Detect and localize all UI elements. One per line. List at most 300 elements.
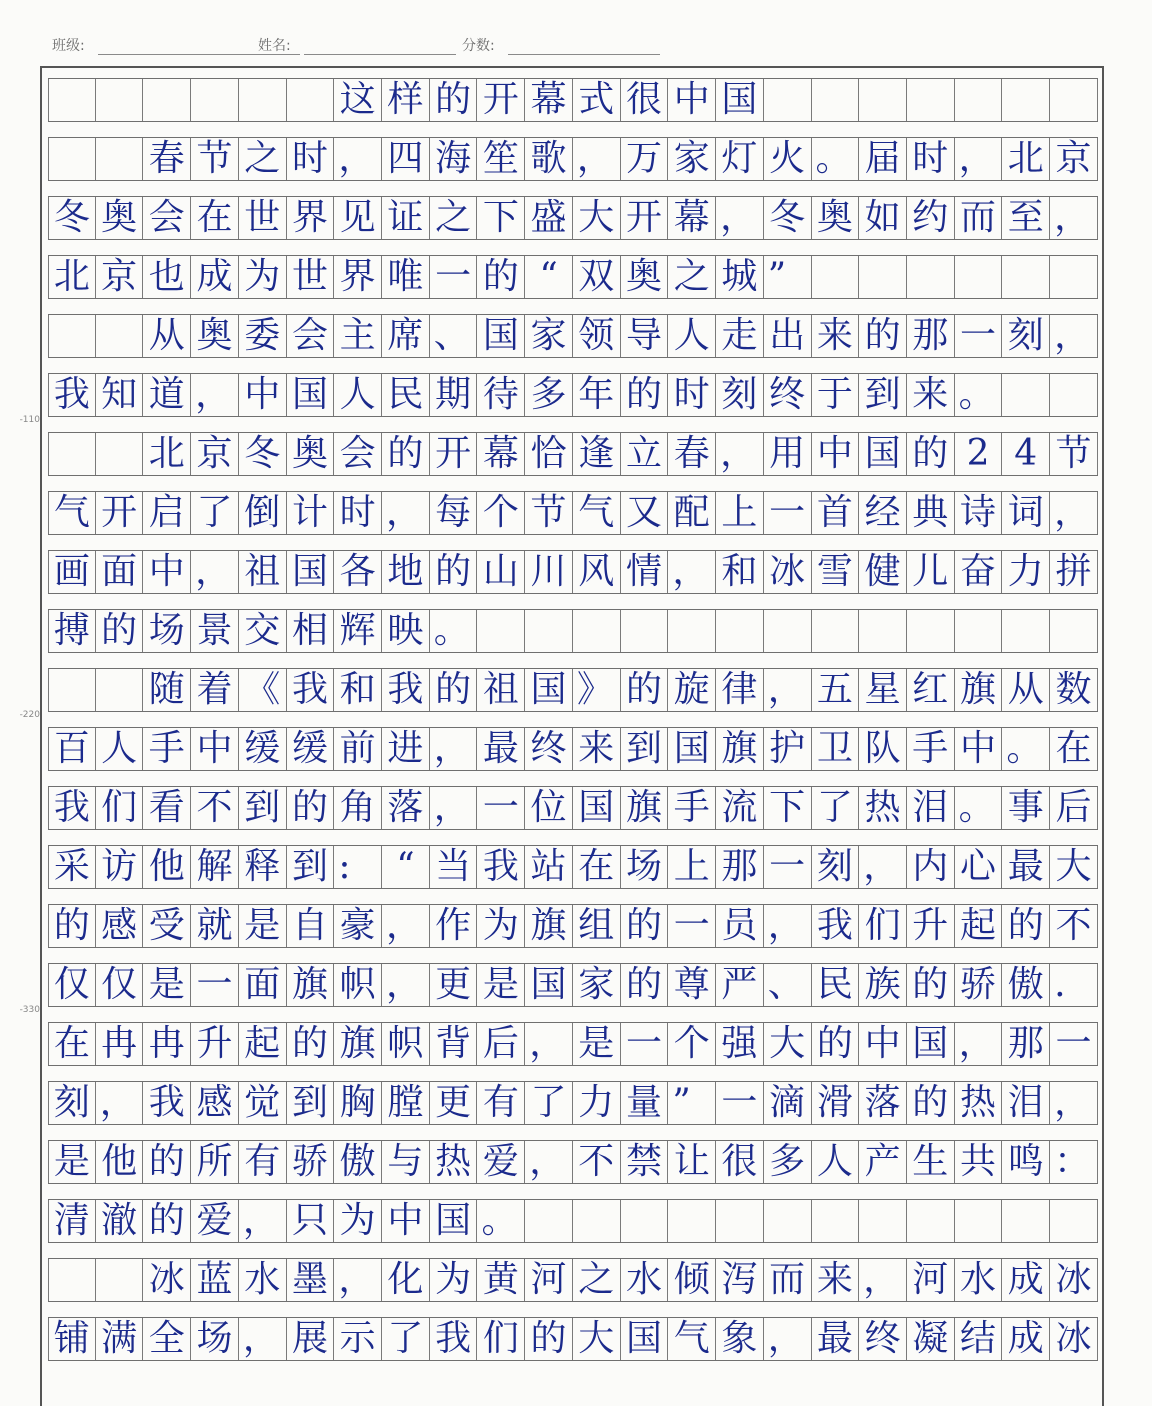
handwritten-char: 奥 xyxy=(96,197,144,239)
handwritten-char: ， xyxy=(96,1082,144,1124)
handwritten-char: 最 xyxy=(477,728,525,770)
handwritten-char: ， xyxy=(239,1318,287,1360)
handwritten-char: 示 xyxy=(334,1318,382,1360)
empty-cell xyxy=(48,1259,96,1301)
empty-cell xyxy=(96,669,144,711)
empty-cell xyxy=(1050,256,1098,298)
grid-row xyxy=(48,786,1098,830)
handwritten-char: 面 xyxy=(96,551,144,593)
handwritten-char: 胸 xyxy=(334,1082,382,1124)
handwritten-char: 界 xyxy=(334,256,382,298)
handwritten-char: 成 xyxy=(1002,1259,1050,1301)
handwritten-char: 启 xyxy=(143,492,191,534)
handwritten-char: 红 xyxy=(907,669,955,711)
handwritten-char: ， xyxy=(955,1023,1003,1065)
handwritten-char: 我 xyxy=(812,905,860,947)
handwritten-char: 全 xyxy=(143,1318,191,1360)
handwritten-char: 期 xyxy=(430,374,478,416)
handwritten-char: 不 xyxy=(1050,905,1098,947)
empty-cell xyxy=(1002,374,1050,416)
handwritten-char: 访 xyxy=(96,846,144,888)
handwritten-char: 热 xyxy=(955,1082,1003,1124)
handwritten-char: 流 xyxy=(716,787,764,829)
handwritten-char: ， xyxy=(239,1200,287,1242)
empty-cell xyxy=(1050,610,1098,652)
handwritten-char: ， xyxy=(334,138,382,180)
handwritten-char: 热 xyxy=(430,1141,478,1183)
handwritten-char: 冬 xyxy=(48,197,96,239)
handwritten-char: 到 xyxy=(287,1082,335,1124)
handwritten-char: 开 xyxy=(96,492,144,534)
handwritten-char: 一 xyxy=(1050,1023,1098,1065)
title-char: 开 xyxy=(477,79,525,121)
empty-cell xyxy=(191,79,239,121)
handwritten-char: ， xyxy=(955,138,1003,180)
handwritten-char: 场 xyxy=(191,1318,239,1360)
handwritten-char: 旗 xyxy=(955,669,1003,711)
handwritten-char: 所 xyxy=(191,1141,239,1183)
handwritten-char: 那 xyxy=(907,315,955,357)
handwritten-char: 和 xyxy=(716,551,764,593)
handwritten-char: 约 xyxy=(907,197,955,239)
handwritten-char: 国 xyxy=(907,1023,955,1065)
handwritten-char: 世 xyxy=(287,256,335,298)
handwritten-char: 的 xyxy=(907,1082,955,1124)
handwritten-char: 大 xyxy=(573,197,621,239)
handwritten-char: 席 xyxy=(382,315,430,357)
handwritten-char: 的 xyxy=(621,964,669,1006)
handwritten-char: 气 xyxy=(48,492,96,534)
handwritten-char: ， xyxy=(1050,492,1098,534)
handwritten-char: 的 xyxy=(907,964,955,1006)
handwritten-char: 进 xyxy=(382,728,430,770)
handwritten-char: 会 xyxy=(143,197,191,239)
handwritten-char: 觉 xyxy=(239,1082,287,1124)
handwritten-char: 歌 xyxy=(525,138,573,180)
handwritten-char: 主 xyxy=(334,315,382,357)
handwritten-char: 届 xyxy=(859,138,907,180)
handwritten-char: 膛 xyxy=(382,1082,430,1124)
empty-cell xyxy=(764,1200,812,1242)
handwritten-char: 中 xyxy=(239,374,287,416)
handwritten-char: 热 xyxy=(859,787,907,829)
handwritten-char: 之 xyxy=(430,197,478,239)
handwritten-char: 来 xyxy=(812,315,860,357)
handwritten-char: 映 xyxy=(382,610,430,652)
empty-cell xyxy=(907,610,955,652)
handwritten-char: 解 xyxy=(191,846,239,888)
handwritten-char: 为 xyxy=(430,1259,478,1301)
handwritten-char: 拼 xyxy=(1050,551,1098,593)
handwritten-char: 气 xyxy=(668,1318,716,1360)
empty-cell xyxy=(621,1200,669,1242)
empty-cell xyxy=(812,256,860,298)
empty-cell xyxy=(907,256,955,298)
handwritten-char: 很 xyxy=(716,1141,764,1183)
handwritten-char: 大 xyxy=(1050,846,1098,888)
handwritten-char: 了 xyxy=(382,1318,430,1360)
handwritten-char: 冰 xyxy=(1050,1259,1098,1301)
handwritten-char: 。 xyxy=(430,610,478,652)
handwritten-char: 国 xyxy=(287,551,335,593)
handwritten-char: 领 xyxy=(573,315,621,357)
handwritten-char: 情 xyxy=(621,551,669,593)
handwritten-char: 清 xyxy=(48,1200,96,1242)
handwritten-char: 是 xyxy=(477,964,525,1006)
handwritten-char: 的 xyxy=(907,433,955,475)
handwritten-char: 国 xyxy=(477,315,525,357)
handwritten-char: 从 xyxy=(143,315,191,357)
handwritten-char: 受 xyxy=(143,905,191,947)
handwritten-char: 国 xyxy=(573,787,621,829)
handwritten-char: 自 xyxy=(287,905,335,947)
handwritten-char: 至 xyxy=(1002,197,1050,239)
handwritten-char: 后 xyxy=(477,1023,525,1065)
handwritten-char: 站 xyxy=(525,846,573,888)
handwritten-char: 只 xyxy=(287,1200,335,1242)
empty-cell xyxy=(716,610,764,652)
handwritten-char: 的 xyxy=(621,905,669,947)
grid-row xyxy=(48,137,1098,181)
handwritten-char: 是 xyxy=(573,1023,621,1065)
handwritten-char: 奥 xyxy=(191,315,239,357)
handwritten-char: 在 xyxy=(573,846,621,888)
handwritten-char: 倒 xyxy=(239,492,287,534)
handwritten-char: 委 xyxy=(239,315,287,357)
handwritten-char: 手 xyxy=(907,728,955,770)
handwritten-char: 。 xyxy=(477,1200,525,1242)
title-char: 很 xyxy=(621,79,669,121)
handwritten-char: 刻 xyxy=(1002,315,1050,357)
handwritten-char: 待 xyxy=(477,374,525,416)
handwritten-char: 的 xyxy=(287,1023,335,1065)
handwritten-char: 力 xyxy=(1002,551,1050,593)
handwritten-char: ， xyxy=(859,1259,907,1301)
handwritten-char: 泻 xyxy=(716,1259,764,1301)
handwritten-char: 落 xyxy=(859,1082,907,1124)
handwritten-char: 人 xyxy=(812,1141,860,1183)
handwritten-char: 。 xyxy=(812,138,860,180)
handwritten-char: 凝 xyxy=(907,1318,955,1360)
handwritten-char: 成 xyxy=(1002,1318,1050,1360)
handwritten-char: 中 xyxy=(859,1023,907,1065)
score-label: 分数: xyxy=(462,38,495,54)
empty-cell xyxy=(668,610,716,652)
handwritten-char: 唯 xyxy=(382,256,430,298)
handwritten-char: 面 xyxy=(239,964,287,1006)
handwritten-char: 4 xyxy=(1002,433,1050,475)
grid-row xyxy=(48,1081,1098,1125)
handwritten-char: 春 xyxy=(668,433,716,475)
handwritten-char: 释 xyxy=(239,846,287,888)
handwritten-char: 作 xyxy=(430,905,478,947)
handwritten-char: 墨 xyxy=(287,1259,335,1301)
handwritten-char: 旗 xyxy=(525,905,573,947)
handwritten-char: 风 xyxy=(573,551,621,593)
handwritten-char: 内 xyxy=(907,846,955,888)
handwritten-char: 帜 xyxy=(334,964,382,1006)
handwritten-char: 一 xyxy=(477,787,525,829)
handwritten-char: . xyxy=(1050,964,1098,1006)
handwritten-char: ， xyxy=(1050,1082,1098,1124)
handwritten-char: 人 xyxy=(96,728,144,770)
empty-cell xyxy=(859,610,907,652)
handwritten-char: ， xyxy=(430,728,478,770)
handwritten-char: 的 xyxy=(96,610,144,652)
title-char: 样 xyxy=(382,79,430,121)
grid-row xyxy=(48,1022,1098,1066)
handwritten-char: 是 xyxy=(239,905,287,947)
handwritten-char: 刻 xyxy=(716,374,764,416)
handwritten-char: 那 xyxy=(1002,1023,1050,1065)
handwritten-char: 一 xyxy=(764,492,812,534)
handwritten-char: 立 xyxy=(621,433,669,475)
empty-cell xyxy=(812,79,860,121)
handwritten-char: 那 xyxy=(716,846,764,888)
grid-row xyxy=(48,609,1098,653)
handwritten-char: 场 xyxy=(621,846,669,888)
handwritten-char: 仅 xyxy=(96,964,144,1006)
handwritten-char: 冉 xyxy=(143,1023,191,1065)
handwritten-char: 当 xyxy=(430,846,478,888)
handwritten-char: 典 xyxy=(907,492,955,534)
handwritten-char: 河 xyxy=(907,1259,955,1301)
handwritten-char: 到 xyxy=(239,787,287,829)
handwritten-char: 的 xyxy=(621,374,669,416)
handwritten-char: 缓 xyxy=(287,728,335,770)
handwritten-char: 旋 xyxy=(668,669,716,711)
handwritten-char: 们 xyxy=(96,787,144,829)
handwritten-char: 满 xyxy=(96,1318,144,1360)
handwritten-char: 了 xyxy=(525,1082,573,1124)
grid-row xyxy=(48,904,1098,948)
empty-cell xyxy=(859,1200,907,1242)
handwritten-char: 滑 xyxy=(812,1082,860,1124)
handwritten-char: 展 xyxy=(287,1318,335,1360)
handwritten-char: 严 xyxy=(716,964,764,1006)
handwritten-char: 证 xyxy=(382,197,430,239)
handwritten-char: 来 xyxy=(812,1259,860,1301)
handwritten-char: 盛 xyxy=(525,197,573,239)
handwritten-char: 了 xyxy=(812,787,860,829)
handwritten-char: 又 xyxy=(621,492,669,534)
class-label: 班级: xyxy=(52,38,85,54)
handwritten-char: 于 xyxy=(812,374,860,416)
handwritten-char: 前 xyxy=(334,728,382,770)
title-row xyxy=(48,78,1098,122)
handwritten-char: 倾 xyxy=(668,1259,716,1301)
handwritten-char: 知 xyxy=(96,374,144,416)
handwritten-char: 画 xyxy=(48,551,96,593)
handwritten-char: 、 xyxy=(764,964,812,1006)
handwritten-char: 黄 xyxy=(477,1259,525,1301)
handwritten-char: ， xyxy=(573,138,621,180)
handwritten-char: 山 xyxy=(477,551,525,593)
handwritten-char: 缓 xyxy=(239,728,287,770)
handwritten-char: 化 xyxy=(382,1259,430,1301)
handwritten-char: 冰 xyxy=(143,1259,191,1301)
handwritten-char: 导 xyxy=(621,315,669,357)
handwritten-char: 的 xyxy=(430,669,478,711)
grid-row xyxy=(48,1258,1098,1302)
handwritten-char: 一 xyxy=(668,905,716,947)
handwritten-char: ” xyxy=(668,1082,716,1124)
handwritten-char: 落 xyxy=(382,787,430,829)
handwritten-char: 祖 xyxy=(239,551,287,593)
handwritten-char: 的 xyxy=(143,1141,191,1183)
handwritten-char: 下 xyxy=(764,787,812,829)
handwritten-char: 终 xyxy=(764,374,812,416)
grid-row xyxy=(48,550,1098,594)
handwritten-char: 我 xyxy=(48,787,96,829)
handwritten-char: 终 xyxy=(859,1318,907,1360)
empty-cell xyxy=(859,256,907,298)
handwritten-char: 会 xyxy=(334,433,382,475)
handwritten-char: 帜 xyxy=(382,1023,430,1065)
handwritten-char: 。 xyxy=(1002,728,1050,770)
handwritten-char: 看 xyxy=(143,787,191,829)
handwritten-char: 队 xyxy=(859,728,907,770)
handwritten-char: 家 xyxy=(525,315,573,357)
handwritten-char: 角 xyxy=(334,787,382,829)
handwritten-char: 刻 xyxy=(812,846,860,888)
handwritten-char: 灯 xyxy=(716,138,764,180)
grid-row xyxy=(48,1199,1098,1243)
handwritten-char: 来 xyxy=(573,728,621,770)
empty-cell xyxy=(764,610,812,652)
empty-cell xyxy=(955,256,1003,298)
grid-row xyxy=(48,668,1098,712)
handwritten-char: 组 xyxy=(573,905,621,947)
handwritten-char: 地 xyxy=(382,551,430,593)
handwritten-char: 我 xyxy=(430,1318,478,1360)
empty-cell xyxy=(907,1200,955,1242)
handwritten-char: 交 xyxy=(239,610,287,652)
handwritten-char: 感 xyxy=(191,1082,239,1124)
handwritten-char: 星 xyxy=(859,669,907,711)
handwritten-char: 旗 xyxy=(287,964,335,1006)
handwritten-char: 骄 xyxy=(287,1141,335,1183)
handwritten-char: 在 xyxy=(48,1023,96,1065)
grid-row xyxy=(48,196,1098,240)
handwritten-char: 北 xyxy=(143,433,191,475)
handwritten-char: 的 xyxy=(143,1200,191,1242)
grid-row xyxy=(48,255,1098,299)
handwritten-char: 时 xyxy=(334,492,382,534)
name-label: 姓名: xyxy=(258,38,291,54)
title-char: 国 xyxy=(716,79,764,121)
handwritten-char: ， xyxy=(668,551,716,593)
handwritten-char: 的 xyxy=(430,551,478,593)
handwritten-char: 五 xyxy=(812,669,860,711)
empty-cell xyxy=(48,79,96,121)
handwritten-char: 一 xyxy=(191,964,239,1006)
title-char: 中 xyxy=(668,79,716,121)
handwritten-char: 景 xyxy=(191,610,239,652)
handwritten-char: 时 xyxy=(668,374,716,416)
handwritten-char: 年 xyxy=(573,374,621,416)
handwritten-char: 儿 xyxy=(907,551,955,593)
handwritten-char: 为 xyxy=(477,905,525,947)
handwritten-char: 爱 xyxy=(477,1141,525,1183)
handwritten-char: 走 xyxy=(716,315,764,357)
handwritten-char: 员 xyxy=(716,905,764,947)
handwritten-char: 冬 xyxy=(239,433,287,475)
handwritten-char: 每 xyxy=(430,492,478,534)
handwritten-char: ， xyxy=(191,374,239,416)
handwritten-char: 。 xyxy=(955,787,1003,829)
handwritten-char: 国 xyxy=(525,964,573,1006)
handwritten-char: ， xyxy=(764,1318,812,1360)
handwritten-char: 2 xyxy=(955,433,1003,475)
handwritten-char: “ xyxy=(382,846,430,888)
handwritten-char: 手 xyxy=(668,787,716,829)
handwritten-char: ， xyxy=(764,669,812,711)
handwritten-char: 的 xyxy=(859,315,907,357)
handwritten-char: 冰 xyxy=(764,551,812,593)
handwritten-char: ， xyxy=(382,905,430,947)
handwritten-char: 爱 xyxy=(191,1200,239,1242)
handwritten-char: 的 xyxy=(812,1023,860,1065)
handwritten-char: 道 xyxy=(143,374,191,416)
handwritten-char: 更 xyxy=(430,964,478,1006)
handwritten-char: 一 xyxy=(764,846,812,888)
handwritten-char: 京 xyxy=(191,433,239,475)
handwritten-char: 雪 xyxy=(812,551,860,593)
handwritten-char: 之 xyxy=(239,138,287,180)
handwritten-char: 仅 xyxy=(48,964,96,1006)
word-count-marker: -220 xyxy=(19,710,40,720)
handwritten-char: 感 xyxy=(96,905,144,947)
handwritten-char: 我 xyxy=(287,669,335,711)
handwritten-char: 的 xyxy=(525,1318,573,1360)
handwritten-char: 时 xyxy=(907,138,955,180)
handwritten-char: ， xyxy=(1050,197,1098,239)
empty-cell xyxy=(573,1200,621,1242)
handwritten-char: 见 xyxy=(334,197,382,239)
empty-cell xyxy=(621,610,669,652)
handwritten-char: 世 xyxy=(239,197,287,239)
handwritten-char: 旗 xyxy=(716,728,764,770)
handwritten-char: 一 xyxy=(716,1082,764,1124)
handwritten-char: 春 xyxy=(143,138,191,180)
grid-row xyxy=(48,727,1098,771)
handwritten-char: 就 xyxy=(191,905,239,947)
handwritten-char: 上 xyxy=(668,846,716,888)
grid-row xyxy=(48,963,1098,1007)
handwritten-char: 生 xyxy=(907,1141,955,1183)
handwritten-char: 大 xyxy=(573,1318,621,1360)
handwritten-char: 傲 xyxy=(334,1141,382,1183)
handwritten-char: : xyxy=(334,846,382,888)
handwritten-char: 场 xyxy=(143,610,191,652)
title-char: 这 xyxy=(334,79,382,121)
handwritten-char: 、 xyxy=(430,315,478,357)
handwritten-char: 到 xyxy=(859,374,907,416)
score-blank-line xyxy=(508,54,660,55)
handwritten-char: 旗 xyxy=(621,787,669,829)
handwritten-char: 上 xyxy=(716,492,764,534)
empty-cell xyxy=(1002,79,1050,121)
handwritten-char: 他 xyxy=(143,846,191,888)
empty-cell xyxy=(96,79,144,121)
handwritten-char: 律 xyxy=(716,669,764,711)
handwritten-char: 最 xyxy=(812,1318,860,1360)
handwritten-char: ， xyxy=(764,905,812,947)
handwritten-char: 旗 xyxy=(334,1023,382,1065)
handwritten-char: 奥 xyxy=(812,197,860,239)
handwritten-char: 逢 xyxy=(573,433,621,475)
